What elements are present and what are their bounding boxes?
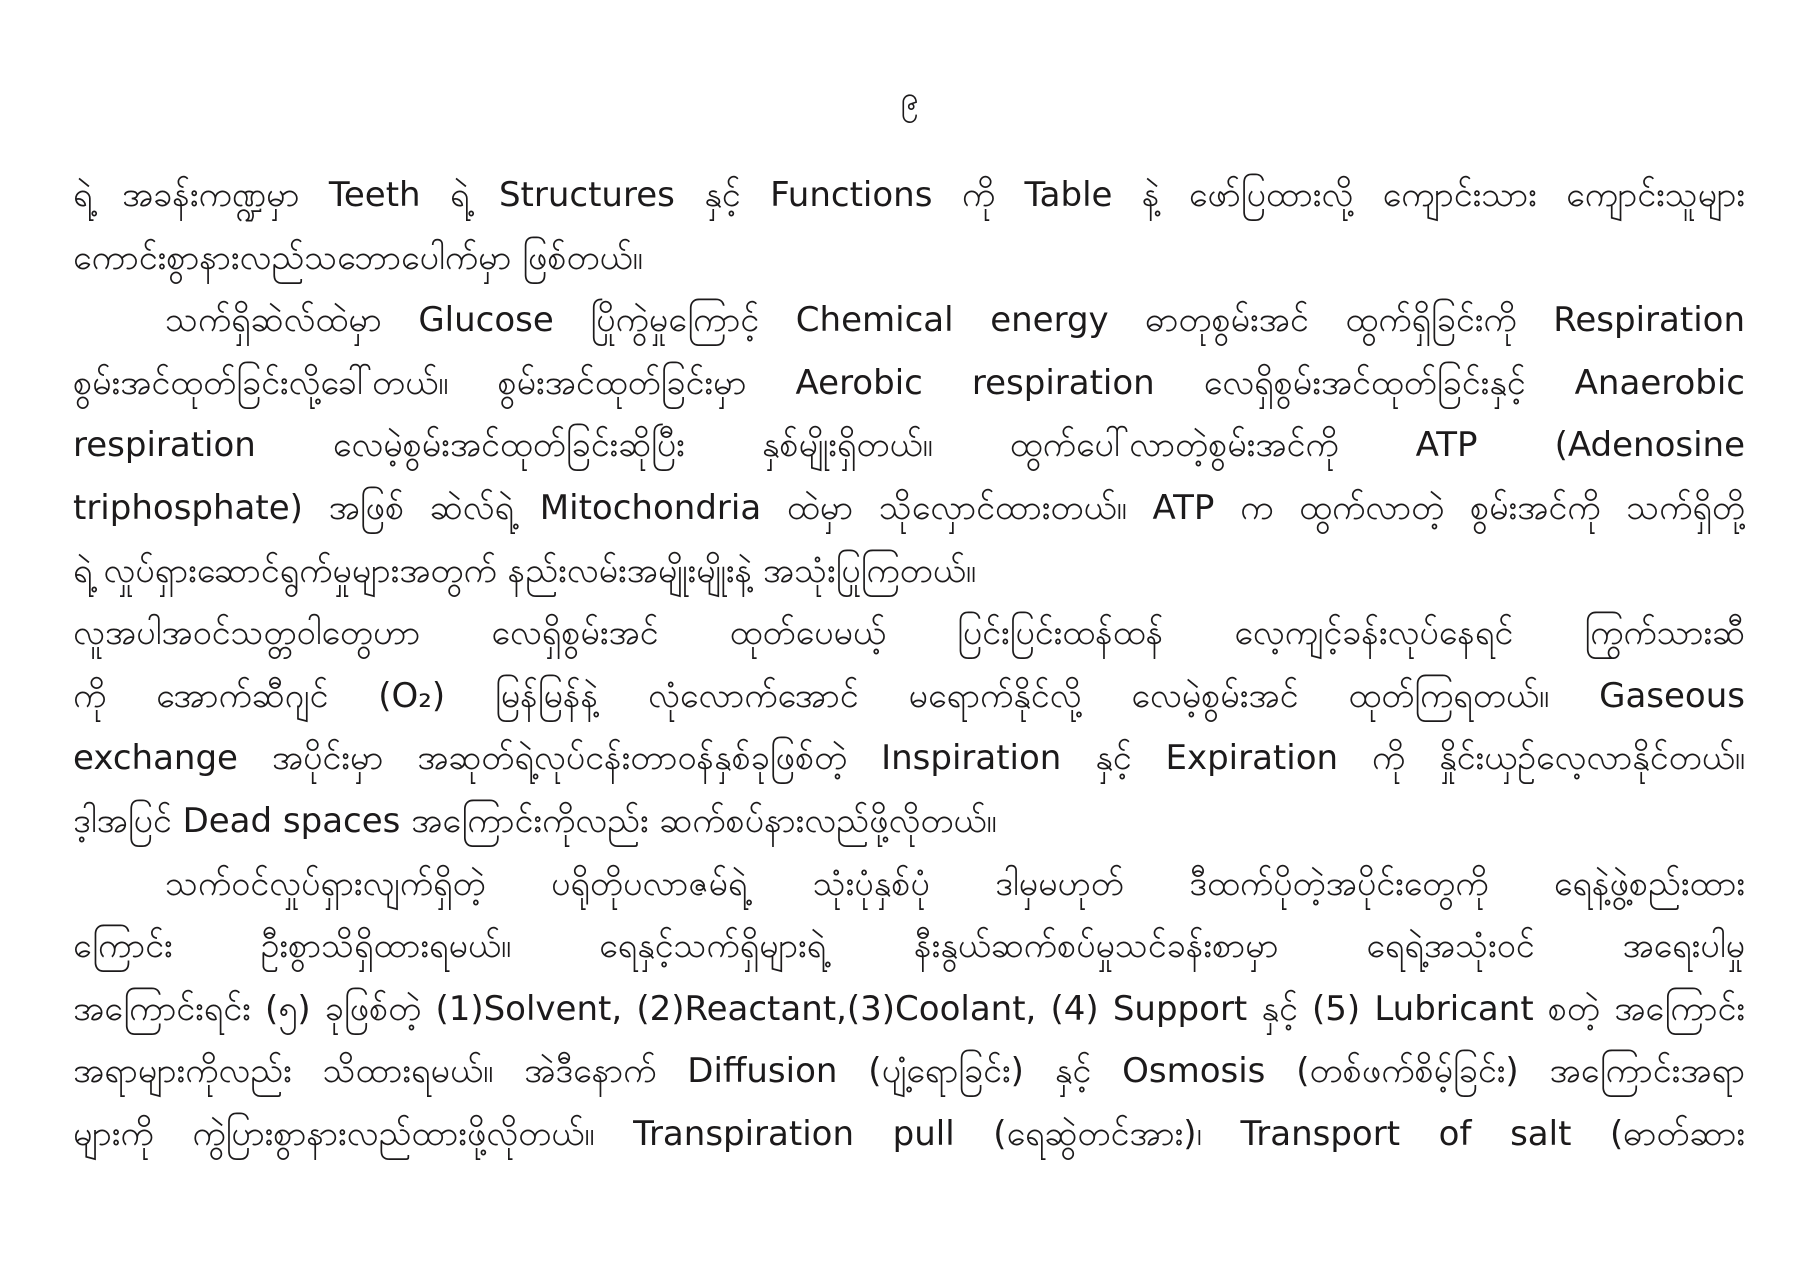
text-line: respiration လေမဲ့စွမ်းအင်ထုတ်ခြင်းဆိုပြီး နှစ်မျိုးရှိတယ်။ ထွက်ပေါ်လာတဲ့စွမ်းအင်ကို ATP (Adenosine xyxy=(73,425,1745,466)
paragraph xyxy=(73,289,1745,602)
text-line: ကို အောက်ဆီဂျင် (O₂) မြန်မြန်နဲ့ လုံလောက်အောင် မရောက်နိုင်လို့ လေမဲ့စွမ်းအင် ထုတ်ကြရတယ်။ Gaseous xyxy=(73,675,1745,716)
text-line: လူအပါအဝင်သတ္တဝါတွေဟာ လေရှိစွမ်းအင် ထုတ်ပေမယ့် ပြင်းပြင်းထန်ထန် လေ့ကျင့်ခန်းလုပ်နေရင် ကြွက်သားဆီ xyxy=(73,613,1745,654)
text-line: triphosphate) အဖြစ် ဆဲလ်ရဲ့ Mitochondria ထဲမှာ သိုလှောင်ထားတယ်။ ATP က ထွက်လာတဲ့ စွမ်းအင်ကို သက်ရှိတို့ xyxy=(73,487,1745,528)
paragraph xyxy=(73,853,1745,1166)
text-line: ရဲ့ လှုပ်ရှားဆောင်ရွက်မှုများအတွက် နည်းလမ်းအမျိုးမျိုးနဲ့ အသုံးပြုကြတယ်။ xyxy=(73,550,977,591)
text-line: အရာများကိုလည်း သိထားရမယ်။ အဲဒီနောက် Diffusion (ပျံ့ရောခြင်း) နှင့် Osmosis (တစ်ဖက်စိမ့်ခြင်း) အကြောင်းအရာ xyxy=(73,1051,1745,1092)
text-line: အကြောင်းရင်း (၅) ခုဖြစ်တဲ့ (1)Solvent, (2)Reactant,(3)Coolant, (4) Support နှင့် (5) Lubricant စတဲ့ အကြောင်း xyxy=(73,988,1745,1029)
text-line: များကို ကွဲပြားစွာနားလည်ထားဖို့လိုတယ်။ Transpiration pull (ရေဆွဲတင်အား)၊ Transport of salt (ဓာတ်ဆား xyxy=(73,1113,1745,1154)
page-number: ၉ xyxy=(901,79,919,117)
text-line: စွမ်းအင်ထုတ်ခြင်းလို့ခေါ်တယ်။ စွမ်းအင်ထုတ်ခြင်းမှာ Aerobic respiration လေရှိစွမ်းအင်ထုတ်ခြင်းနှင့် Anaerobic xyxy=(73,362,1745,403)
text-line: ကောင်းစွာနားလည်သဘောပေါက်မှာ ဖြစ်တယ်။ xyxy=(73,237,643,278)
text-line: ကြောင်း ဦးစွာသိရှိထားရမယ်။ ရေနှင့်သက်ရှိများရဲ့ နီးနွယ်ဆက်စပ်မှုသင်ခန်းစာမှာ ရေရဲ့အသုံးဝင် အရေးပါမှု xyxy=(73,926,1745,967)
body-text xyxy=(73,164,1745,1166)
text-line: exchange အပိုင်းမှာ အဆုတ်ရဲ့လုပ်ငန်းတာဝန်နှစ်ခုဖြစ်တဲ့ Inspiration နှင့် Expiration ကို နှိုင်းယှဉ်လေ့လာနိုင်တယ်။ xyxy=(73,738,1745,779)
paragraph xyxy=(73,164,1745,289)
text-line: ရဲ့ အခန်းကဏ္ဍမှာ Teeth ရဲ့ Structures နှင့် Functions ကို Table နဲ့ ဖော်ပြထားလို့ ကျောင်းသား ကျောင်းသူများ xyxy=(73,175,1745,215)
text-line: ဒ့ါအပြင် Dead spaces အကြောင်းကိုလည်း ဆက်စပ်နားလည်ဖို့လိုတယ်။ xyxy=(73,800,997,841)
text-line: သက်ရှိဆဲလ်ထဲမှာ Glucose ပြိုကွဲမှုကြောင့် Chemical energy ဓာတုစွမ်းအင် ထွက်ရှိခြင်းကို Respiration xyxy=(165,300,1745,341)
text-line: သက်ဝင်လှုပ်ရှားလျက်ရှိတဲ့ ပရိုတိုပလာဇမ်ရဲ့ သုံးပုံနှစ်ပုံ ဒါမှမဟုတ် ဒီထက်ပိုတဲ့အပိုင်းတွေကို ရေနဲ့ဖွဲ့စည်းထား xyxy=(165,863,1745,904)
paragraph xyxy=(73,602,1745,852)
